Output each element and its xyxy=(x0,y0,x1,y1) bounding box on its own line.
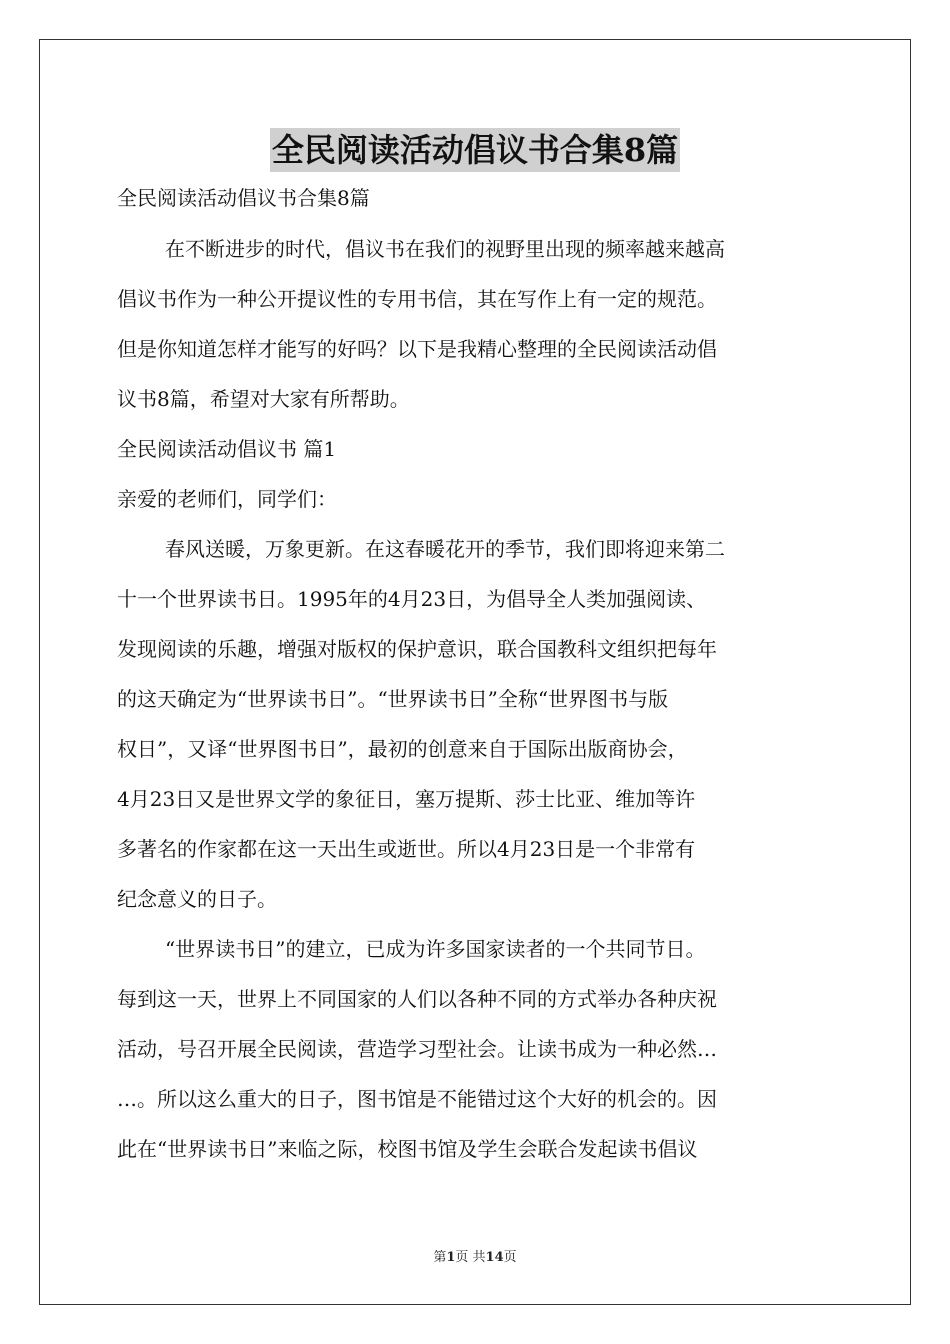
text-line: 每到这一天，世界上不同国家的人们以各种不同的方式举办各种庆祝 xyxy=(117,987,717,1011)
text-line: 的这天确定为“世界读书日”。“世界读书日”全称“世界图书与版 xyxy=(117,687,669,711)
text-line: 亲爱的老师们，同学们： xyxy=(117,487,337,511)
text-line: 多著名的作家都在这一天出生或逝世。所以4月23日是一个非常有 xyxy=(117,837,696,861)
text-line: 4月23日又是世界文学的象征日，塞万提斯、莎士比亚、维加等许 xyxy=(117,787,696,811)
text-line: 春风送暖，万象更新。在这春暖花开的季节，我们即将迎来第二 xyxy=(165,537,725,561)
text-line: 纪念意义的日子。 xyxy=(117,887,277,911)
text-line: 全民阅读活动倡议书 篇1 xyxy=(117,437,337,461)
text-line: 活动，号召开展全民阅读，营造学习型社会。让读书成为一种必然… xyxy=(117,1037,717,1061)
text-line: 但是你知道怎样才能写的好吗？以下是我精心整理的全民阅读活动倡 xyxy=(117,337,717,361)
text-line: …。所以这么重大的日子，图书馆是不能错过这个大好的机会的。因 xyxy=(117,1087,717,1111)
title-container xyxy=(0,128,950,172)
text-line: 发现阅读的乐趣，增强对版权的保护意识，联合国教科文组织把每年 xyxy=(117,637,717,661)
text-line: 议书8篇，希望对大家有所帮助。 xyxy=(117,387,410,411)
text-line: “世界读书日”的建立，已成为许多国家读者的一个共同节日。 xyxy=(165,937,706,961)
text-line: 倡议书作为一种公开提议性的专用书信，其在写作上有一定的规范。 xyxy=(117,287,717,311)
page-footer xyxy=(0,1250,950,1266)
footer-total-pages: 14 xyxy=(485,1250,504,1265)
footer-page-number: 1 xyxy=(446,1250,456,1265)
text-line: 十一个世界读书日。1995年的4月23日，为倡导全人类加强阅读、 xyxy=(117,587,707,611)
text-line: 权日”，又译“世界图书日”，最初的创意来自于国际出版商协会， xyxy=(117,737,688,761)
page-border xyxy=(39,39,911,1305)
footer-suffix: 页 xyxy=(503,1250,517,1265)
text-line: 全民阅读活动倡议书合集8篇 xyxy=(117,186,370,210)
page-title: 全民阅读活动倡议书合集8篇 xyxy=(270,128,680,172)
text-line: 此在“世界读书日”来临之际，校图书馆及学生会联合发起读书倡议 xyxy=(117,1137,698,1161)
text-line: 在不断进步的时代，倡议书在我们的视野里出现的频率越来越高 xyxy=(165,237,725,261)
footer-prefix: 第 xyxy=(433,1250,447,1265)
footer-mid: 页 共 xyxy=(455,1250,486,1265)
